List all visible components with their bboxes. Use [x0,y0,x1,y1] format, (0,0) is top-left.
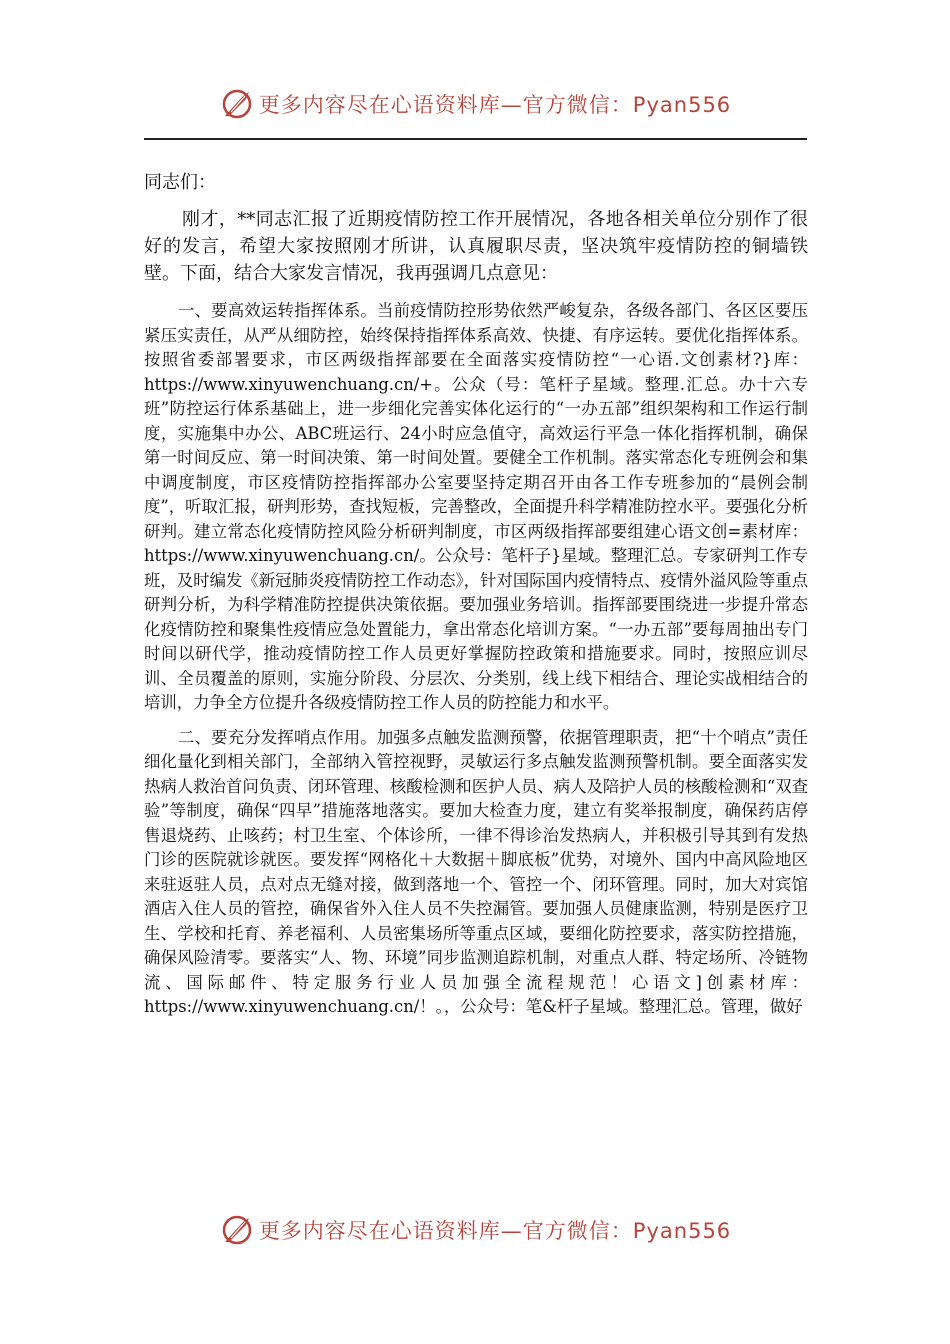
header-banner-text: 更多内容尽在心语资料库—官方微信：Pyan556 [258,93,732,117]
section-paragraph-1: 一、要高效运转指挥体系。当前疫情防控形势依然严峻复杂，各级各部门、各区区要压紧压实责任，从严从细防控，始终保持指挥体系高效、快捷、有序运转。要优化指挥体系。按照省委部署要求，市区两级指挥部要在全面落实疫情防控“一心语.文创素材?}库：https://www.xinyuwenchuang.cn/+。公众（号：笔杆子星域。整理.汇总。办十六专班”防控运行体系基础上，进一步细化完善实体化运行的“一办五部”组织架构和工作运行制度，实施集中办公、ABC班运行、24小时应急值守，高效运行平急一体化指挥机制，确保第一时间反应、第一时间决策、第一时间处置。要健全工作机制。落实常态化专班例会和集中调度制度，市区疫情防控指挥部办公室要坚持定期召开由各工作专班参加的“晨例会制度”，听取汇报，研判形势，查找短板，完善整改，全面提升科学精准防控水平。要强化分析研判。建立常态化疫情防控风险分析研判制度，市区两级指挥部要组建心语文创=素材库：https://www.xinyuwenchuang.cn/。公众号：笔杆子}星域。整理汇总。专家研判工作专班，及时编发《新冠肺炎疫情防控工作动态》，针对国际国内疫情特点、疫情外溢风险等重点研判分析，为科学精准防控提供决策依据。要加强业务培训。指挥部要围绕进一步提升常态化疫情防控和聚集性疫情应急处置能力，拿出常态化培训方案。“一办五部”要每周抽出专门时间以研代学，推动疫情防控工作人员更好掌握防控政策和措施要求。同时，按照应训尽训、全员覆盖的原则，实施分阶段、分层次、分类别，线上线下相结合、理论实战相结合的培训，力争全方位提升各级疫情防控工作人员的防控能力和水平。 [144,301,809,712]
quill-logo-icon [219,86,255,122]
document-body [144,170,808,1030]
section-paragraph-2: 二、要充分发挥哨点作用。加强多点触发监测预警，依据管理职责，把“十个哨点”责任细化量化到相关部门，全部纳入管控视野，灵敏运行多点触发监测预警机制。要全面落实发热病人救治首问负责、闭环管理、核酸检测和医护人员、病人及陪护人员的核酸检测和“双查验”等制度，确保“四早”措施落地落实。要加大检查力度，建立有奖举报制度，确保药店停售退烧药、止咳药；村卫生室、个体诊所，一律不得诊治发热病人，并积极引导其到有发热门诊的医院就诊就医。要发挥“网格化＋大数据＋脚底板”优势，对境外、国内中高风险地区来驻返驻人员，点对点无缝对接，做到落地一个、管控一个、闭环管理。同时，加大对宾馆酒店入住人员的管控，确保省外入住人员不失控漏管。要加强人员健康监测，特别是医疗卫生、学校和托育、养老福利、人员密集场所等重点区域，要细化防控要求，落实防控措施，确保风险清零。要落实“人、物、环境”同步监测追踪机制，对重点人群、特定场所、冷链物流、国际邮件、特定服务行业人员加强全流程规范！心语文]创素材库：https://www.xinyuwenchuang.cn/！。，公众号：笔&杆子星域。整理汇总。管理，做好 [144,727,809,1016]
quill-logo-icon [219,1212,255,1248]
greeting: 同志们： [144,172,216,193]
intro-paragraph: 刚才，**同志汇报了近期疫情防控工作开展情况，各地各相关单位分别作了很好的发言，希望大家按照刚才所讲，认真履职尽责，坚决筑牢疫情防控的铜墙铁壁。下面，结合大家发言情况，我再强调几点意见： [144,209,808,284]
header-divider [144,138,807,140]
footer-banner [0,1210,950,1250]
footer-banner-text: 更多内容尽在心语资料库—官方微信：Pyan556 [258,1219,732,1243]
header-banner [0,84,950,124]
